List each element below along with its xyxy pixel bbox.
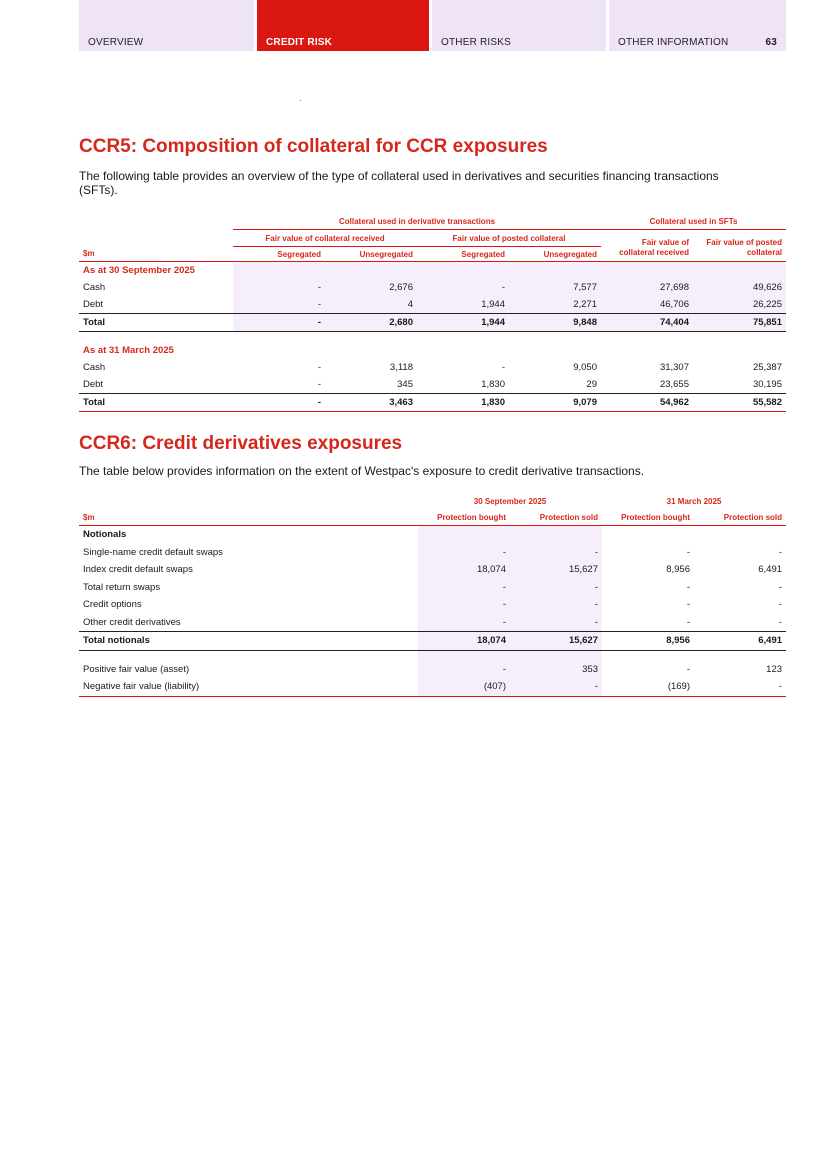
row-label: Total [79, 314, 233, 332]
cell: 26,225 [693, 296, 786, 314]
cell: - [694, 678, 786, 696]
table-row [79, 359, 786, 376]
cell: 1,944 [417, 296, 509, 314]
table-row [79, 579, 786, 597]
cell: 31,307 [659, 362, 689, 373]
cell: 18,074 [418, 632, 510, 651]
row-label: Cash [83, 362, 106, 373]
table-section-header [79, 526, 786, 544]
cell: 9,050 [573, 362, 597, 373]
table-section-header [79, 342, 786, 359]
cell: 18,074 [418, 561, 510, 579]
cell: - [510, 579, 602, 597]
tab-other-information[interactable] [609, 0, 786, 51]
cell: 1,944 [417, 314, 509, 332]
cell: - [510, 678, 602, 696]
ccr5-title: CCR5: Composition of collateral for CCR exposures [79, 136, 548, 157]
ccr6-unit: $m [79, 509, 418, 526]
cell: - [510, 544, 602, 562]
cell: - [686, 663, 690, 675]
cell: 1,830 [417, 394, 509, 412]
cell: - [233, 296, 325, 314]
cell: 4 [325, 296, 417, 314]
row-label: Cash [83, 282, 106, 293]
top-navigation [79, 0, 786, 51]
cell: (169) [602, 678, 694, 696]
page-number: 63 [765, 37, 777, 48]
cell: 30,195 [752, 379, 782, 390]
table-row [79, 544, 786, 562]
ccr5-col-sft-posted: Fair value of posted collateral [693, 230, 786, 262]
cell: - [510, 614, 602, 632]
table-row [79, 678, 786, 696]
cell: 2,271 [509, 296, 601, 314]
ccr5-col-posted-unsegregated: Unsegregated [509, 247, 601, 262]
cell: 123 [766, 663, 783, 675]
cell: 23,655 [659, 379, 689, 390]
cell: 3,463 [325, 394, 417, 412]
ccr6-title: CCR6: Credit derivatives exposures [79, 433, 403, 454]
cell: - [686, 616, 690, 628]
tab-other-risks[interactable] [432, 0, 606, 51]
cell: - [778, 546, 783, 558]
row-label: Single-name credit default swaps [83, 546, 223, 558]
row-label: Negative fair value (liability) [79, 678, 418, 696]
row-label: Other credit derivatives [83, 616, 181, 628]
cell: 9,848 [509, 314, 601, 332]
stray-mark [300, 100, 301, 101]
cell: - [233, 394, 325, 412]
ccr6-col-mar-bought: Protection bought [602, 509, 694, 526]
row-label: Total notionals [79, 632, 418, 651]
cell: 353 [510, 661, 602, 679]
cell: - [418, 596, 510, 614]
row-label: Positive fair value (asset) [83, 663, 190, 675]
cell: - [317, 362, 321, 373]
tab-overview-label: OVERVIEW [88, 37, 144, 48]
cell: 3,118 [389, 362, 413, 373]
cell: 74,404 [601, 314, 693, 332]
cell: 6,491 [758, 564, 783, 576]
cell: - [417, 279, 509, 296]
ccr5-table [79, 213, 786, 412]
cell: - [418, 661, 510, 679]
cell: 6,491 [694, 632, 786, 651]
table-row [79, 561, 786, 579]
cell: 25,387 [752, 362, 782, 373]
cell: 8,956 [602, 632, 694, 651]
ccr5-col-received-unsegregated: Unsegregated [325, 247, 417, 262]
row-label: Credit options [83, 599, 142, 611]
cell: 55,582 [693, 394, 786, 412]
cell: 54,962 [601, 394, 693, 412]
cell: 345 [397, 379, 413, 390]
cell: - [233, 279, 325, 296]
row-label: Debt [83, 379, 104, 390]
cell: 2,680 [325, 314, 417, 332]
cell: 49,626 [693, 279, 786, 296]
notionals-label: Notionals [83, 529, 127, 541]
table-row [79, 279, 786, 296]
cell: - [233, 314, 325, 332]
table-row [79, 296, 786, 314]
tab-other-risks-label: OTHER RISKS [441, 37, 511, 48]
table-total-row [79, 394, 786, 412]
table-total-row [79, 632, 786, 651]
table-section-header [79, 262, 786, 280]
cell: - [418, 544, 510, 562]
cell: 9,079 [509, 394, 601, 412]
ccr6-period-sep-2025: 30 September 2025 [473, 496, 547, 506]
cell: - [778, 599, 783, 611]
row-label: Debt [83, 299, 104, 310]
tab-credit-risk-label: CREDIT RISK [266, 37, 333, 48]
tab-overview[interactable] [79, 0, 254, 51]
cell: - [418, 579, 510, 597]
table-row [79, 596, 786, 614]
cell: 15,627 [510, 561, 602, 579]
ccr5-intro: The following table provides an overview of the type of collateral used in derivatives and securities financing transactions (SFTs). [79, 169, 719, 197]
cell: - [510, 596, 602, 614]
cell: 27,698 [601, 279, 693, 296]
cell: - [418, 614, 510, 632]
ccr5-sub-posted: Fair value of posted collateral [417, 230, 601, 247]
tab-other-information-label: OTHER INFORMATION [618, 37, 729, 48]
ccr6-period-mar-2025: 31 March 2025 [666, 496, 722, 506]
ccr5-col-posted-segregated: Segregated [417, 247, 509, 262]
cell: (407) [418, 678, 510, 696]
ccr6-col-sep-bought: Protection bought [418, 509, 510, 526]
row-label: Total [79, 394, 233, 412]
ccr6-intro: The table below provides information on the extent of Westpac's exposure to credit derivative transactions. [79, 464, 645, 478]
cell: 7,577 [509, 279, 601, 296]
ccr5-col-sft-received: Fair value of collateral received [601, 230, 693, 262]
cell: - [501, 362, 505, 373]
table-row [79, 376, 786, 394]
section-label: As at 30 September 2025 [83, 265, 195, 276]
ccr5-unit: $m [79, 247, 233, 262]
cell: - [686, 546, 690, 558]
tab-credit-risk[interactable] [257, 0, 429, 51]
row-label: Index credit default swaps [83, 564, 193, 576]
ccr5-sub-received: Fair value of collateral received [233, 230, 417, 247]
cell: 29 [586, 379, 597, 390]
cell: - [686, 581, 690, 593]
ccr6-col-mar-sold: Protection sold [694, 509, 786, 526]
section-label: As at 31 March 2025 [83, 345, 174, 356]
row-label: Total return swaps [83, 581, 161, 593]
ccr5-col-received-segregated: Segregated [233, 247, 325, 262]
cell: 2,676 [325, 279, 417, 296]
cell: 75,851 [693, 314, 786, 332]
ccr5-group-derivatives: Collateral used in derivative transactions [233, 213, 601, 230]
ccr6-table [79, 493, 786, 697]
cell: - [686, 599, 690, 611]
table-row [79, 661, 786, 679]
cell: 8,956 [666, 564, 690, 576]
ccr5-group-sfts: Collateral used in SFTs [601, 213, 786, 230]
table-row [79, 614, 786, 632]
cell: 1,830 [481, 379, 505, 390]
cell: - [317, 379, 321, 390]
ccr6-col-sep-sold: Protection sold [510, 509, 602, 526]
cell: - [778, 581, 783, 593]
table-total-row [79, 314, 786, 332]
cell: - [778, 616, 783, 628]
cell: 46,706 [601, 296, 693, 314]
cell: 15,627 [510, 632, 602, 651]
